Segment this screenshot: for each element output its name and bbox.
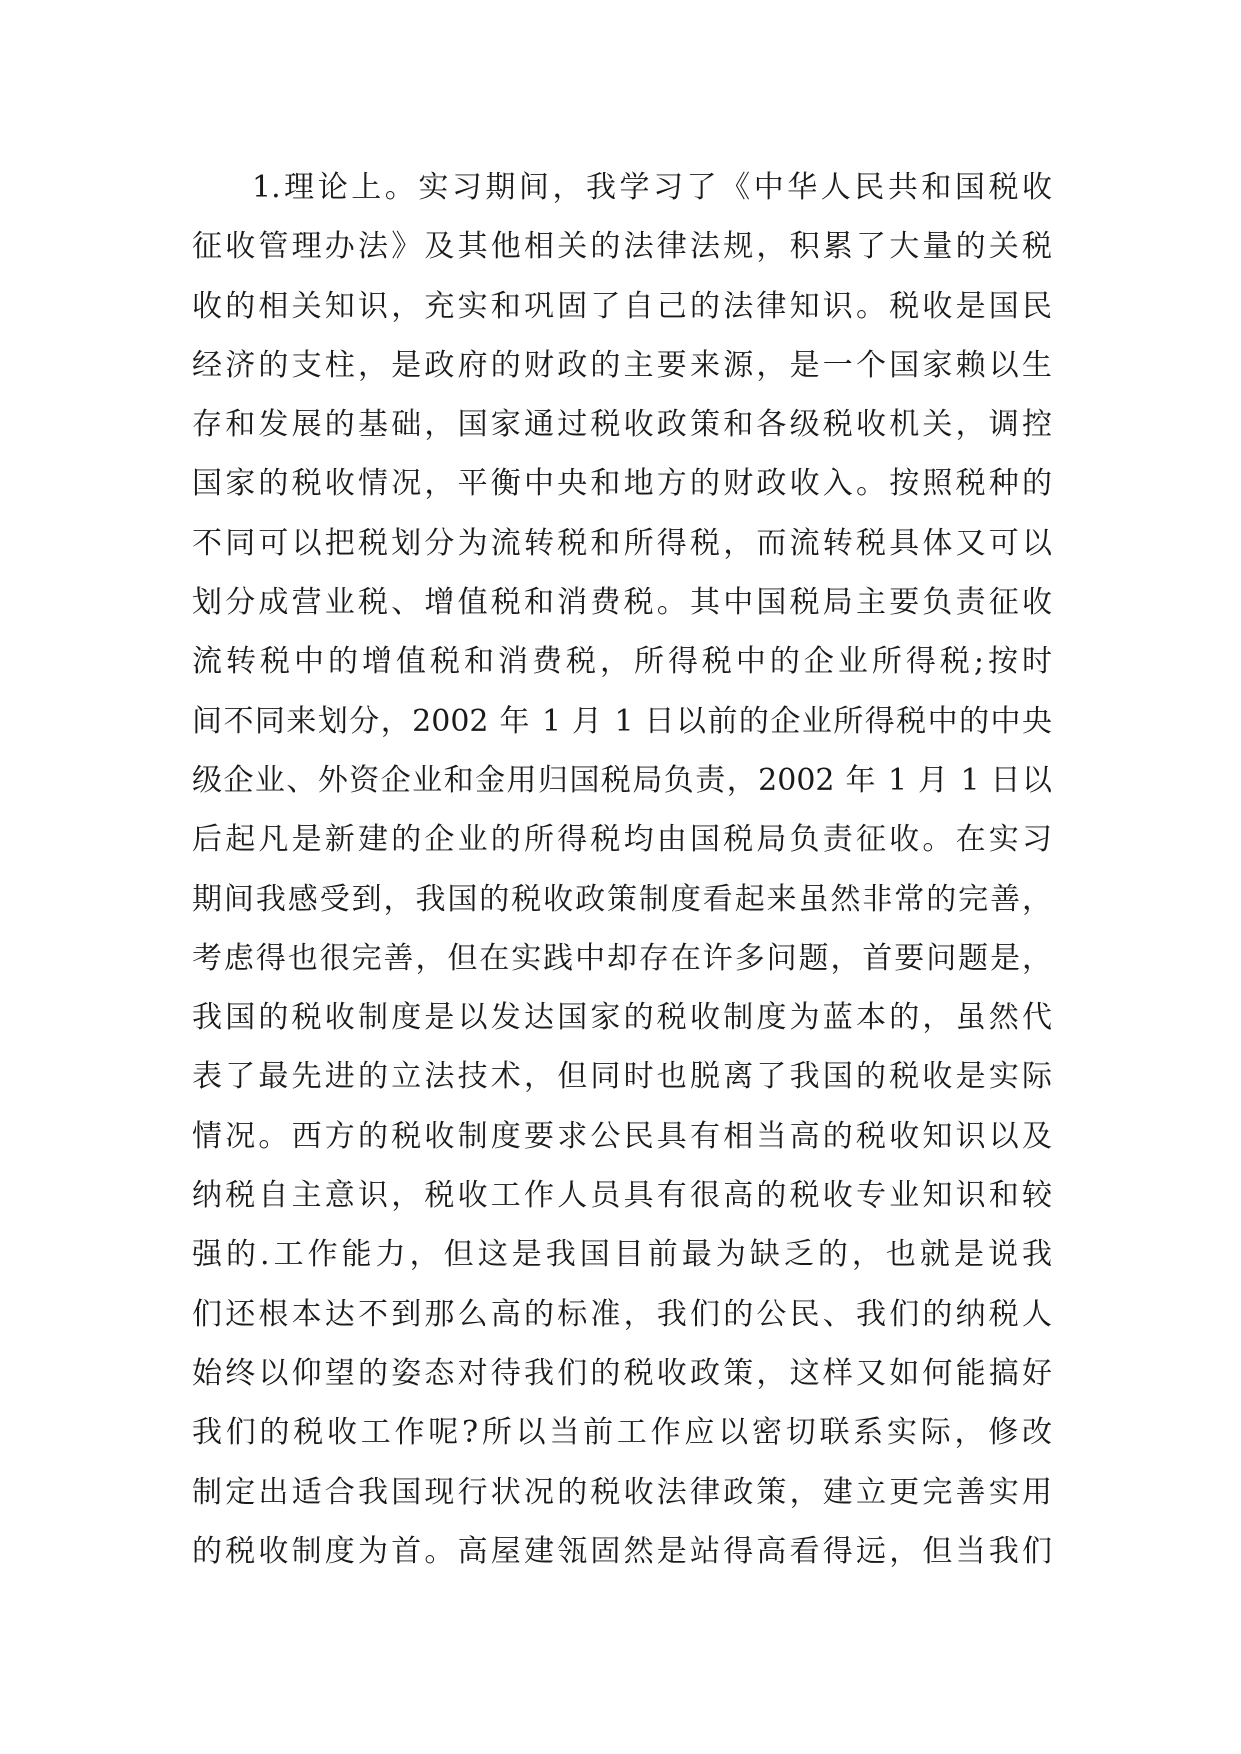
paragraph-line: 情况。西方的税收制度要求公民具有相当高的税收知识以及	[192, 1118, 1052, 1154]
paragraph-line: 们还根本达不到那么高的标准，我们的公民、我们的纳税人	[192, 1296, 1052, 1332]
paragraph-line: 期间我感受到，我国的税收政策制度看起来虽然非常的完善，	[192, 881, 1052, 917]
paragraph-line: 始终以仰望的姿态对待我们的税收政策，这样又如何能搞好	[192, 1355, 1052, 1391]
paragraph-line: 1.理论上。实习期间，我学习了《中华人民共和国税收	[252, 170, 1052, 205]
paragraph-line: 表了最先进的立法技术，但同时也脱离了我国的税收是实际	[192, 1059, 1052, 1095]
paragraph-line: 国家的税收情况，平衡中央和地方的财政收入。按照税种的	[192, 466, 1052, 502]
paragraph-line: 征收管理办法》及其他相关的法律法规，积累了大量的关税	[192, 229, 1052, 265]
paragraph-line: 的税收制度为首。高屋建瓴固然是站得高看得远，但当我们	[192, 1533, 1052, 1569]
paragraph-line: 划分成营业税、增值税和消费税。其中国税局主要负责征收	[192, 585, 1052, 621]
paragraph-line: 级企业、外资企业和金用归国税局负责，2002 年 1 月 1 日以	[192, 762, 1052, 798]
paragraph-line: 考虑得也很完善，但在实践中却存在许多问题，首要问题是，	[192, 940, 1052, 976]
paragraph-line: 间不同来划分，2002 年 1 月 1 日以前的企业所得税中的中央	[192, 703, 1052, 739]
paragraph-line: 收的相关知识，充实和巩固了自己的法律知识。税收是国民	[192, 288, 1052, 324]
paragraph-line: 存和发展的基础，国家通过税收政策和各级税收机关，调控	[192, 407, 1052, 443]
paragraph-line: 我们的税收工作呢?所以当前工作应以密切联系实际，修改	[192, 1415, 1052, 1451]
paragraph-line: 流转税中的增值税和消费税，所得税中的企业所得税;按时	[192, 644, 1052, 680]
paragraph-line: 不同可以把税划分为流转税和所得税，而流转税具体又可以	[192, 525, 1052, 561]
paragraph-line: 经济的支柱，是政府的财政的主要来源，是一个国家赖以生	[192, 347, 1052, 383]
paragraph-line: 制定出适合我国现行状况的税收法律政策，建立更完善实用	[192, 1474, 1052, 1510]
paragraph-line: 纳税自主意识，税收工作人员具有很高的税收专业知识和较	[192, 1178, 1052, 1214]
paragraph-line: 我国的税收制度是以发达国家的税收制度为蓝本的，虽然代	[192, 1000, 1052, 1036]
paragraph-line: 强的.工作能力，但这是我国目前最为缺乏的，也就是说我	[192, 1237, 1052, 1273]
paragraph-line: 后起凡是新建的企业的所得税均由国税局负责征收。在实习	[192, 822, 1052, 858]
body-paragraph	[192, 158, 1052, 1581]
